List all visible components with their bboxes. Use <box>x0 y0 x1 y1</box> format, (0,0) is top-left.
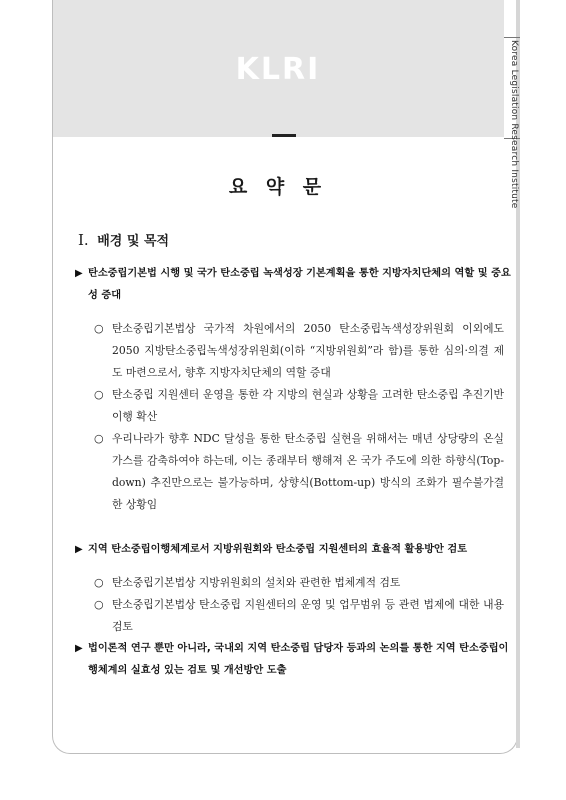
sub-item-text: 탄소중립기본법상 국가적 차원에서의 2050 탄소중립녹색성장위원회 이외에도 2050 지방탄소중립녹색성장위원회(이하 “지방위원회”라 함)를 통한 심의·의결 제도 마련으로서, 향후 지방자치단체의 역할 증대 <box>112 322 504 379</box>
bullet-item <box>75 638 516 682</box>
triangle-bullet-icon: ▶ <box>75 643 83 654</box>
sub-item-text: 탄소중립기본법상 탄소중립 지원센터의 운영 및 업무범위 등 관련 법제에 대한 내용 검토 <box>112 598 504 633</box>
section-number: Ⅰ. <box>78 231 89 249</box>
section-title: 배경 및 목적 <box>97 234 170 249</box>
section-heading <box>78 230 169 249</box>
sub-item <box>94 594 504 638</box>
bullet-text: 탄소중립기본법 시행 및 국가 탄소중립 녹색성장 기본계획을 통한 지방자치단체의 역할 및 중요성 증대 <box>88 268 511 301</box>
bullet-item <box>75 539 516 561</box>
sub-item <box>94 428 504 516</box>
triangle-bullet-icon: ▶ <box>75 268 83 279</box>
institute-label: Korea Legislation Research Institute <box>509 40 519 209</box>
bullet-item <box>75 263 516 307</box>
bullet-text: 지역 탄소중립이행체계로서 지방위원회와 탄소중립 지원센터의 효율적 활용방안 검토 <box>88 544 468 555</box>
circle-bullet-icon: ○ <box>94 322 104 335</box>
bullet-text: 법이론적 연구 뿐만 아니라, 국내외 지역 탄소중립 담당자 등과의 논의를 통한 지역 탄소중립이행체계의 실효성 있는 검토 및 개선방안 도출 <box>88 643 509 676</box>
circle-bullet-icon: ○ <box>94 576 104 589</box>
klri-logo: KLRI <box>235 52 321 87</box>
sub-item <box>94 572 504 594</box>
sub-item <box>94 318 504 384</box>
sub-item-text: 탄소중립 지원센터 운영을 통한 각 지방의 현실과 상황을 고려한 탄소중립 추진기반 이행 확산 <box>112 388 504 423</box>
circle-bullet-icon: ○ <box>94 432 104 445</box>
page-title: 요 약 문 <box>228 176 328 198</box>
triangle-bullet-icon: ▶ <box>75 544 83 555</box>
sub-item-text: 탄소중립기본법상 지방위원회의 설치와 관련한 법체계적 검토 <box>112 576 401 589</box>
circle-bullet-icon: ○ <box>94 598 104 611</box>
sub-item-text: 우리나라가 향후 NDC 달성을 통한 탄소중립 실현을 위해서는 매년 상당량의 온실가스를 감축하여야 하는데, 이는 종래부터 행해져 온 국가 주도에 의한 하향식(Top-down) 추진만으로는 불가능하며, 상향식(Bottom-up) 방식의 조화가 필수불가결한 상황임 <box>112 432 504 511</box>
circle-bullet-icon: ○ <box>94 388 104 401</box>
sub-item <box>94 384 504 428</box>
